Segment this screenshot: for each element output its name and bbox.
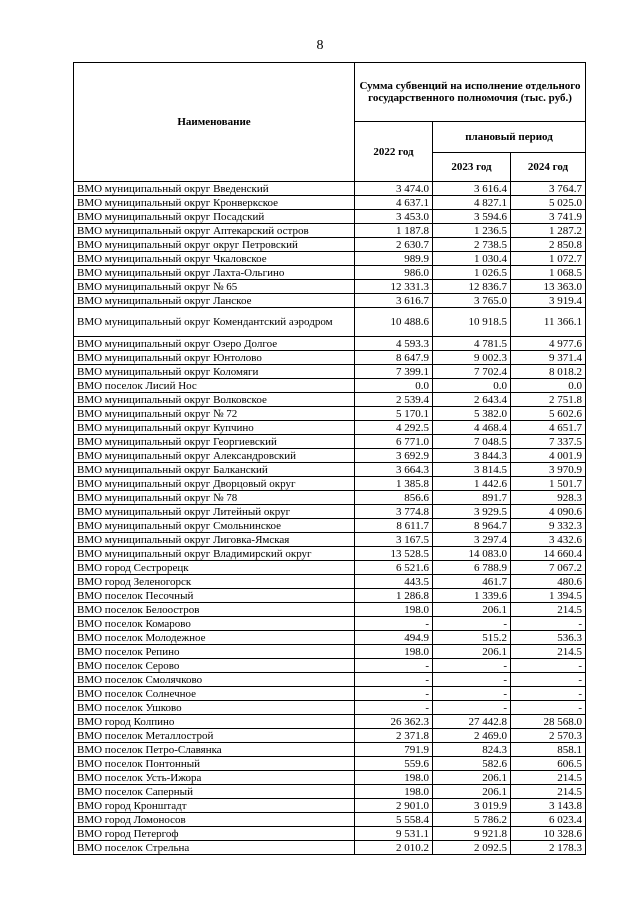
row-name: ВМО поселок Петро-Славянка xyxy=(74,743,355,757)
row-value-2022: 0.0 xyxy=(355,379,433,393)
row-name: ВМО муниципальный округ Лиговка-Ямская xyxy=(74,533,355,547)
table-row xyxy=(74,841,586,855)
table-row xyxy=(74,351,586,365)
table-row xyxy=(74,379,586,393)
row-value-2024: 3 764.7 xyxy=(511,182,586,196)
row-value-2024: 1 068.5 xyxy=(511,266,586,280)
row-value-2024: - xyxy=(511,659,586,673)
row-value-2024: 1 501.7 xyxy=(511,477,586,491)
row-name: ВМО поселок Стрельна xyxy=(74,841,355,855)
table-row xyxy=(74,421,586,435)
row-value-2024: 1 287.2 xyxy=(511,224,586,238)
row-value-2022: 198.0 xyxy=(355,785,433,799)
row-value-2024: 3 970.9 xyxy=(511,463,586,477)
row-value-2022: 559.6 xyxy=(355,757,433,771)
row-value-2022: 1 385.8 xyxy=(355,477,433,491)
row-name: ВМО город Ломоносов xyxy=(74,813,355,827)
table-row xyxy=(74,589,586,603)
row-value-2024: 5 025.0 xyxy=(511,196,586,210)
row-value-2024: 8 018.2 xyxy=(511,365,586,379)
row-value-2024: - xyxy=(511,687,586,701)
row-name: ВМО поселок Металлострой xyxy=(74,729,355,743)
row-name: ВМО муниципальный округ Александровский xyxy=(74,449,355,463)
row-value-2024: 6 023.4 xyxy=(511,813,586,827)
row-name: ВМО муниципальный округ Введенский xyxy=(74,182,355,196)
row-value-2024: 4 001.9 xyxy=(511,449,586,463)
row-value-2022: 494.9 xyxy=(355,631,433,645)
row-value-2022: 198.0 xyxy=(355,645,433,659)
table-row xyxy=(74,771,586,785)
row-value-2022: 10 488.6 xyxy=(355,308,433,337)
row-value-2024: 9 371.4 xyxy=(511,351,586,365)
row-value-2024: 14 660.4 xyxy=(511,547,586,561)
row-name: ВМО муниципальный округ № 78 xyxy=(74,491,355,505)
row-value-2023: 9 002.3 xyxy=(433,351,511,365)
table-row xyxy=(74,645,586,659)
table-row xyxy=(74,743,586,757)
row-value-2022: 856.6 xyxy=(355,491,433,505)
row-value-2023: 4 781.5 xyxy=(433,337,511,351)
row-value-2023: 1 030.4 xyxy=(433,252,511,266)
page-number: 8 xyxy=(316,38,324,53)
row-value-2024: 3 741.9 xyxy=(511,210,586,224)
row-value-2022: 3 692.9 xyxy=(355,449,433,463)
row-value-2024: 3 143.8 xyxy=(511,799,586,813)
row-value-2022: 6 521.6 xyxy=(355,561,433,575)
row-value-2023: 582.6 xyxy=(433,757,511,771)
row-value-2024: 28 568.0 xyxy=(511,715,586,729)
header-year-2022: 2022 год xyxy=(355,122,433,182)
row-value-2024: 2 751.8 xyxy=(511,393,586,407)
table-row xyxy=(74,687,586,701)
row-value-2022: 198.0 xyxy=(355,603,433,617)
row-value-2023: 14 083.0 xyxy=(433,547,511,561)
row-name: ВМО муниципальный округ Смольнинское xyxy=(74,519,355,533)
subventions-table xyxy=(73,62,586,855)
table-row xyxy=(74,757,586,771)
table-row xyxy=(74,729,586,743)
row-value-2023: 3 844.3 xyxy=(433,449,511,463)
row-value-2023: 0.0 xyxy=(433,379,511,393)
row-name: ВМО муниципальный округ Юнтолово xyxy=(74,351,355,365)
row-value-2023: - xyxy=(433,701,511,715)
row-value-2022: 2 630.7 xyxy=(355,238,433,252)
row-value-2024: 3 432.6 xyxy=(511,533,586,547)
row-name: ВМО поселок Усть-Ижора xyxy=(74,771,355,785)
table-row xyxy=(74,224,586,238)
table-row xyxy=(74,561,586,575)
table-row xyxy=(74,463,586,477)
row-name: ВМО муниципальный округ Озеро Долгое xyxy=(74,337,355,351)
row-value-2024: 214.5 xyxy=(511,785,586,799)
row-value-2023: 3 019.9 xyxy=(433,799,511,813)
row-name: ВМО поселок Лисий Нос xyxy=(74,379,355,393)
row-name: ВМО поселок Солнечное xyxy=(74,687,355,701)
row-name: ВМО муниципальный округ № 72 xyxy=(74,407,355,421)
row-value-2023: 10 918.5 xyxy=(433,308,511,337)
row-value-2022: 2 371.8 xyxy=(355,729,433,743)
row-value-2023: - xyxy=(433,673,511,687)
row-value-2022: 1 187.8 xyxy=(355,224,433,238)
table-row xyxy=(74,435,586,449)
row-value-2023: 3 814.5 xyxy=(433,463,511,477)
row-value-2022: 4 593.3 xyxy=(355,337,433,351)
row-value-2024: 928.3 xyxy=(511,491,586,505)
table-row xyxy=(74,294,586,308)
row-value-2023: 3 929.5 xyxy=(433,505,511,519)
row-value-2024: 4 977.6 xyxy=(511,337,586,351)
row-value-2023: 5 382.0 xyxy=(433,407,511,421)
row-value-2022: 6 771.0 xyxy=(355,435,433,449)
row-value-2023: - xyxy=(433,659,511,673)
table-body xyxy=(74,182,586,855)
row-value-2022: 1 286.8 xyxy=(355,589,433,603)
table-row xyxy=(74,785,586,799)
row-value-2023: 206.1 xyxy=(433,785,511,799)
table-header xyxy=(74,63,586,182)
row-name: ВМО поселок Понтонный xyxy=(74,757,355,771)
table-row xyxy=(74,280,586,294)
row-value-2022: 4 637.1 xyxy=(355,196,433,210)
table-row xyxy=(74,210,586,224)
row-name: ВМО поселок Песочный xyxy=(74,589,355,603)
table-row xyxy=(74,491,586,505)
row-value-2023: 7 048.5 xyxy=(433,435,511,449)
row-name: ВМО муниципальный округ Балканский xyxy=(74,463,355,477)
table-row xyxy=(74,673,586,687)
row-value-2023: 9 921.8 xyxy=(433,827,511,841)
row-value-2022: 13 528.5 xyxy=(355,547,433,561)
row-name: ВМО муниципальный округ Волковское xyxy=(74,393,355,407)
row-value-2023: 3 616.4 xyxy=(433,182,511,196)
row-value-2023: 1 442.6 xyxy=(433,477,511,491)
table-row xyxy=(74,505,586,519)
row-value-2024: 13 363.0 xyxy=(511,280,586,294)
row-name: ВМО муниципальный округ Коломяги xyxy=(74,365,355,379)
row-value-2022: - xyxy=(355,659,433,673)
row-value-2022: 7 399.1 xyxy=(355,365,433,379)
row-name: ВМО поселок Молодежное xyxy=(74,631,355,645)
row-value-2022: - xyxy=(355,701,433,715)
table-row xyxy=(74,337,586,351)
row-value-2022: 5 558.4 xyxy=(355,813,433,827)
row-value-2024: 214.5 xyxy=(511,771,586,785)
table-row xyxy=(74,631,586,645)
row-name: ВМО муниципальный округ Владимирский округ xyxy=(74,547,355,561)
header-sum-title: Сумма субвенций на исполнение отдельного государственного полномочия (тыс. руб.) xyxy=(355,63,586,122)
row-value-2022: 3 474.0 xyxy=(355,182,433,196)
row-value-2024: 5 602.6 xyxy=(511,407,586,421)
row-value-2023: 1 236.5 xyxy=(433,224,511,238)
row-value-2022: 8 647.9 xyxy=(355,351,433,365)
row-value-2022: 3 774.8 xyxy=(355,505,433,519)
row-value-2022: 2 010.2 xyxy=(355,841,433,855)
row-name: ВМО муниципальный округ округ Петровский xyxy=(74,238,355,252)
row-name: ВМО поселок Комарово xyxy=(74,617,355,631)
row-value-2023: - xyxy=(433,687,511,701)
row-value-2022: 4 292.5 xyxy=(355,421,433,435)
table-row xyxy=(74,238,586,252)
row-value-2024: 214.5 xyxy=(511,645,586,659)
table-row xyxy=(74,266,586,280)
row-value-2024: 1 394.5 xyxy=(511,589,586,603)
row-name: ВМО муниципальный округ Посадский xyxy=(74,210,355,224)
row-value-2024: 2 570.3 xyxy=(511,729,586,743)
row-value-2024: 606.5 xyxy=(511,757,586,771)
row-value-2022: 2 539.4 xyxy=(355,393,433,407)
row-name: ВМО поселок Ушково xyxy=(74,701,355,715)
row-value-2024: 10 328.6 xyxy=(511,827,586,841)
row-name: ВМО город Кронштадт xyxy=(74,799,355,813)
row-name: ВМО муниципальный округ Аптекарский остров xyxy=(74,224,355,238)
table-row xyxy=(74,252,586,266)
row-value-2022: 3 664.3 xyxy=(355,463,433,477)
row-value-2022: 8 611.7 xyxy=(355,519,433,533)
table-row xyxy=(74,659,586,673)
row-value-2022: 3 616.7 xyxy=(355,294,433,308)
row-name: ВМО муниципальный округ Дворцовый округ xyxy=(74,477,355,491)
row-value-2024: 3 919.4 xyxy=(511,294,586,308)
row-value-2023: 206.1 xyxy=(433,603,511,617)
table-row xyxy=(74,365,586,379)
row-name: ВМО муниципальный округ № 65 xyxy=(74,280,355,294)
row-value-2024: 4 090.6 xyxy=(511,505,586,519)
row-value-2022: 5 170.1 xyxy=(355,407,433,421)
row-value-2023: 2 738.5 xyxy=(433,238,511,252)
row-name: ВМО город Сестрорецк xyxy=(74,561,355,575)
row-value-2022: 3 167.5 xyxy=(355,533,433,547)
table-row xyxy=(74,308,586,337)
row-value-2023: 1 339.6 xyxy=(433,589,511,603)
table-row xyxy=(74,603,586,617)
row-value-2023: 2 092.5 xyxy=(433,841,511,855)
row-name: ВМО поселок Серово xyxy=(74,659,355,673)
row-name: ВМО муниципальный округ Чкаловское xyxy=(74,252,355,266)
row-name: ВМО муниципальный округ Литейный округ xyxy=(74,505,355,519)
row-value-2024: 11 366.1 xyxy=(511,308,586,337)
row-value-2023: 824.3 xyxy=(433,743,511,757)
row-value-2023: 6 788.9 xyxy=(433,561,511,575)
row-value-2024: - xyxy=(511,701,586,715)
row-value-2022: 26 362.3 xyxy=(355,715,433,729)
row-name: ВМО поселок Репино xyxy=(74,645,355,659)
row-value-2024: 9 332.3 xyxy=(511,519,586,533)
row-value-2024: 536.3 xyxy=(511,631,586,645)
row-value-2023: 515.2 xyxy=(433,631,511,645)
row-value-2022: 986.0 xyxy=(355,266,433,280)
row-value-2022: 198.0 xyxy=(355,771,433,785)
row-value-2024: 7 337.5 xyxy=(511,435,586,449)
table-row xyxy=(74,182,586,196)
row-value-2022: 791.9 xyxy=(355,743,433,757)
row-value-2023: 2 643.4 xyxy=(433,393,511,407)
row-value-2024: - xyxy=(511,673,586,687)
table-row xyxy=(74,477,586,491)
row-name: ВМО муниципальный округ Купчино xyxy=(74,421,355,435)
row-value-2024: 1 072.7 xyxy=(511,252,586,266)
row-value-2023: 3 594.6 xyxy=(433,210,511,224)
row-value-2023: - xyxy=(433,617,511,631)
row-value-2022: 443.5 xyxy=(355,575,433,589)
row-value-2024: 0.0 xyxy=(511,379,586,393)
row-value-2023: 891.7 xyxy=(433,491,511,505)
table-row xyxy=(74,813,586,827)
row-value-2023: 4 827.1 xyxy=(433,196,511,210)
row-value-2023: 27 442.8 xyxy=(433,715,511,729)
row-value-2024: 214.5 xyxy=(511,603,586,617)
row-name: ВМО поселок Саперный xyxy=(74,785,355,799)
row-name: ВМО муниципальный округ Кронверкское xyxy=(74,196,355,210)
row-name: ВМО муниципальный округ Лахта-Ольгино xyxy=(74,266,355,280)
table-row xyxy=(74,617,586,631)
row-value-2022: 989.9 xyxy=(355,252,433,266)
row-value-2023: 3 765.0 xyxy=(433,294,511,308)
row-name: ВМО город Зеленогорск xyxy=(74,575,355,589)
table-row xyxy=(74,575,586,589)
row-value-2023: 8 964.7 xyxy=(433,519,511,533)
row-name: ВМО поселок Смолячково xyxy=(74,673,355,687)
row-value-2022: 3 453.0 xyxy=(355,210,433,224)
table-row xyxy=(74,449,586,463)
row-value-2023: 4 468.4 xyxy=(433,421,511,435)
row-name: ВМО поселок Белоостров xyxy=(74,603,355,617)
row-value-2023: 2 469.0 xyxy=(433,729,511,743)
row-value-2022: 12 331.3 xyxy=(355,280,433,294)
row-value-2023: 1 026.5 xyxy=(433,266,511,280)
row-value-2022: - xyxy=(355,687,433,701)
header-plan-period: плановый период xyxy=(433,122,586,153)
row-value-2024: - xyxy=(511,617,586,631)
row-value-2022: - xyxy=(355,673,433,687)
table-row xyxy=(74,533,586,547)
table-row xyxy=(74,519,586,533)
row-name: ВМО город Колпино xyxy=(74,715,355,729)
row-value-2023: 12 836.7 xyxy=(433,280,511,294)
table-row xyxy=(74,799,586,813)
row-value-2023: 7 702.4 xyxy=(433,365,511,379)
row-value-2023: 206.1 xyxy=(433,771,511,785)
row-value-2024: 2 178.3 xyxy=(511,841,586,855)
row-value-2023: 5 786.2 xyxy=(433,813,511,827)
row-value-2022: 2 901.0 xyxy=(355,799,433,813)
table-row xyxy=(74,407,586,421)
table-row xyxy=(74,196,586,210)
row-value-2023: 461.7 xyxy=(433,575,511,589)
table-row xyxy=(74,715,586,729)
header-year-2023: 2023 год xyxy=(433,153,511,182)
row-value-2022: - xyxy=(355,617,433,631)
table-row xyxy=(74,547,586,561)
row-name: ВМО муниципальный округ Комендантский аэродром xyxy=(74,308,355,337)
row-value-2024: 2 850.8 xyxy=(511,238,586,252)
row-value-2023: 3 297.4 xyxy=(433,533,511,547)
row-value-2024: 4 651.7 xyxy=(511,421,586,435)
header-name: Наименование xyxy=(74,63,355,182)
row-name: ВМО муниципальный округ Ланское xyxy=(74,294,355,308)
row-value-2024: 480.6 xyxy=(511,575,586,589)
row-value-2022: 9 531.1 xyxy=(355,827,433,841)
row-name: ВМО город Петергоф xyxy=(74,827,355,841)
row-value-2024: 858.1 xyxy=(511,743,586,757)
table-row xyxy=(74,393,586,407)
table-row xyxy=(74,701,586,715)
table-row xyxy=(74,827,586,841)
header-year-2024: 2024 год xyxy=(511,153,586,182)
row-name: ВМО муниципальный округ Георгиевский xyxy=(74,435,355,449)
row-value-2024: 7 067.2 xyxy=(511,561,586,575)
row-value-2023: 206.1 xyxy=(433,645,511,659)
